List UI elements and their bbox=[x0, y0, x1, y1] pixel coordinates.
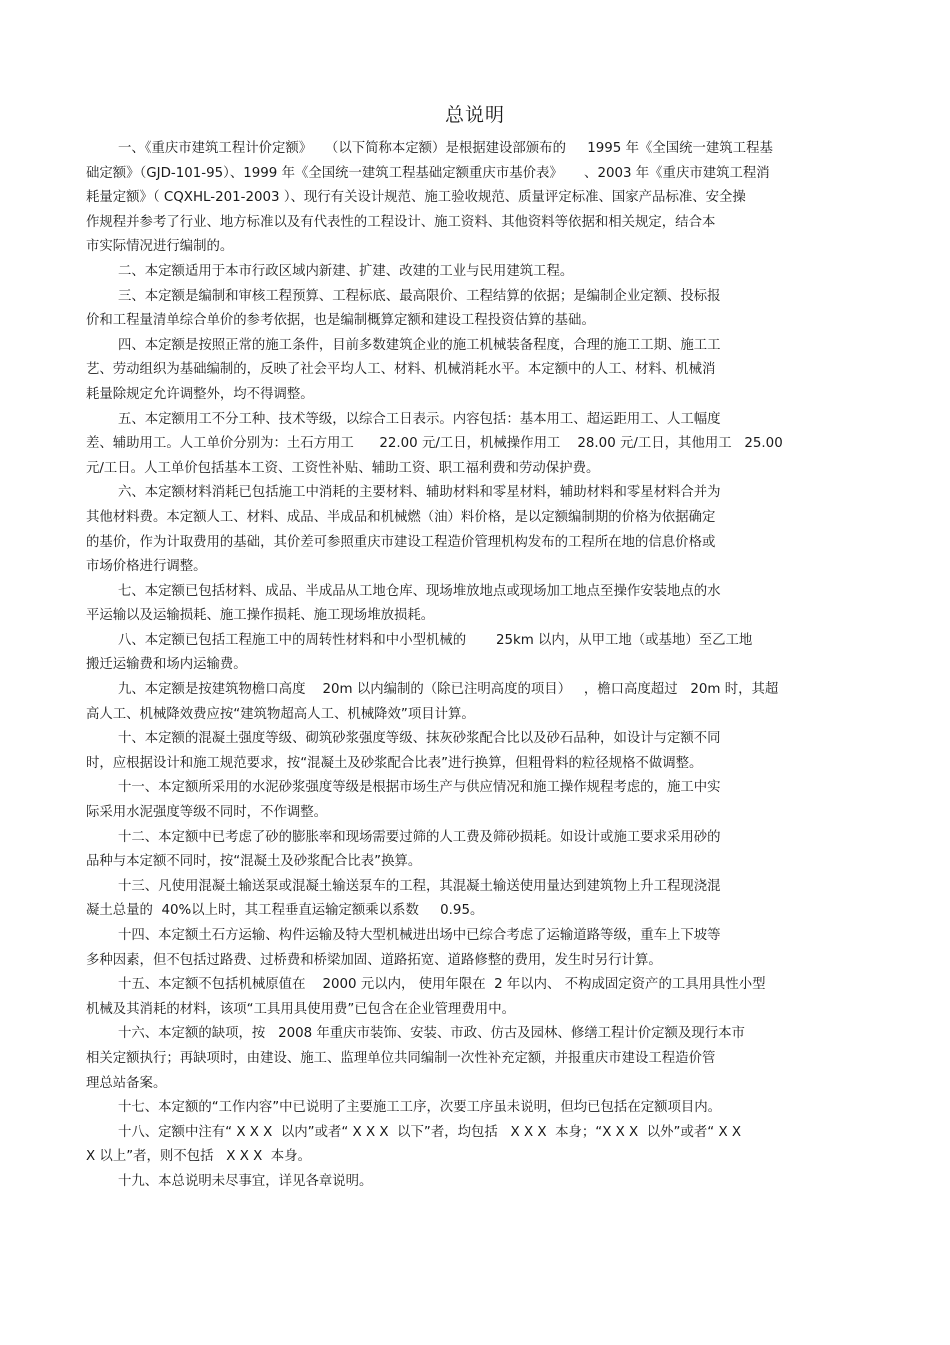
text-line-content: 础定额》（GJD-101-95）、1999 年《全国统一建筑工程基础定额重庆市基价表》 、2003 年《重庆市建筑工程消 bbox=[86, 165, 770, 181]
text-line bbox=[86, 1047, 881, 1072]
text-line-content: 高人工、机械降效费应按“建筑物超高人工、机械降效”项目计算。 bbox=[86, 706, 475, 722]
text-line-content: 时，应根据设计和施工规范要求，按“混凝土及砂浆配合比表”进行换算，但粗骨料的粒径规格不做调整。 bbox=[86, 755, 703, 771]
text-line-content: 三、本定额是编制和审核工程预算、工程标底、最高限价、工程结算的依据；是编制企业定额、投标报 bbox=[118, 288, 721, 304]
text-line-content: 五、本定额用工不分工种、技术等级，以综合工日表示。内容包括：基本用工、超运距用工、人工幅度 bbox=[118, 411, 721, 427]
text-line-content: 二、本定额适用于本市行政区域内新建、扩建、改建的工业与民用建筑工程。 bbox=[118, 263, 574, 279]
text-line bbox=[86, 776, 881, 801]
text-line bbox=[86, 850, 881, 875]
text-line bbox=[86, 604, 881, 629]
text-line-content: 六、本定额材料消耗已包括施工中消耗的主要材料、辅助材料和零星材料，辅助材料和零星材料合并为 bbox=[118, 485, 721, 501]
text-line bbox=[86, 678, 881, 703]
text-line-content: 八、本定额已包括工程施工中的周转性材料和中小型机械的 25km 以内，从甲工地（或基地）至乙工地 bbox=[118, 632, 753, 648]
text-line-content: 平运输以及运输损耗、施工操作损耗、施工现场堆放损耗。 bbox=[86, 608, 435, 624]
text-line bbox=[86, 703, 881, 728]
text-line-content: 差、辅助用工。人工单价分别为：土石方用工 22.00 元/工日，机械操作用工 28.00 元/工日，其他用工 25.00 bbox=[86, 436, 783, 452]
text-line-content: 十五、本定额不包括机械原值在 2000 元以内， 使用年限在 2 年以内、 不构成固定资产的工具用具性小型 bbox=[118, 977, 766, 993]
text-line bbox=[86, 186, 881, 211]
text-line bbox=[86, 358, 881, 383]
text-line bbox=[86, 752, 881, 777]
text-line bbox=[86, 1170, 881, 1195]
text-line-content: 七、本定额已包括材料、成品、半成品从工地仓库、现场堆放地点或现场加工地点至操作安装地点的水 bbox=[118, 583, 721, 599]
text-line bbox=[86, 309, 881, 334]
text-line bbox=[86, 531, 881, 556]
text-line bbox=[86, 973, 881, 998]
text-line bbox=[86, 481, 881, 506]
text-line-content: 凝土总量的 40%以上时，其工程垂直运输定额乘以系数 0.95。 bbox=[86, 903, 484, 919]
text-line bbox=[86, 383, 881, 408]
text-line bbox=[86, 924, 881, 949]
text-line-content: 搬迁运输费和场内运输费。 bbox=[86, 657, 247, 673]
text-line bbox=[86, 285, 881, 310]
text-line-content: 十、本定额的混凝土强度等级、砌筑砂浆强度等级、抹灰砂浆配合比以及砂石品种，如设计与定额不同 bbox=[118, 731, 721, 747]
text-line bbox=[86, 432, 881, 457]
text-line bbox=[86, 949, 881, 974]
text-line-content: 十九、本总说明未尽事宜，详见各章说明。 bbox=[118, 1173, 373, 1189]
text-line bbox=[86, 1072, 881, 1097]
text-line-content: 一、《重庆市建筑工程计价定额》 （以下简称本定额）是根据建设部颁布的 1995 年《全国统一建筑工程基 bbox=[118, 141, 773, 156]
text-line-content: 十六、本定额的缺项，按 2008 年重庆市装饰、安装、市政、仿古及园林、修缮工程计价定额及现行本市 bbox=[118, 1026, 745, 1042]
text-line-content: X 以上”者，则不包括 X X X 本身。 bbox=[86, 1149, 311, 1165]
text-line-content: 四、本定额是按照正常的施工条件，目前多数建筑企业的施工机械装备程度，合理的施工工期、施工工 bbox=[118, 337, 721, 353]
text-line bbox=[86, 137, 881, 162]
text-line bbox=[86, 998, 881, 1023]
text-line-content: 十七、本定额的“工作内容”中已说明了主要施工工序，次要工序虽未说明，但均已包括在定额项目内。 bbox=[118, 1100, 722, 1116]
text-line bbox=[86, 1096, 881, 1121]
text-line bbox=[86, 506, 881, 531]
text-line bbox=[86, 555, 881, 580]
text-line bbox=[86, 408, 881, 433]
text-line-content: 十二、本定额中已考虑了砂的膨胀率和现场需要过筛的人工费及筛砂损耗。如设计或施工要求采用砂的 bbox=[118, 829, 721, 845]
text-line bbox=[86, 629, 881, 654]
text-line bbox=[86, 727, 881, 752]
text-line bbox=[86, 1145, 881, 1170]
text-line bbox=[86, 1121, 881, 1146]
text-line-content: 耗量定额》（ CQXHL-201-2003 ）、现行有关设计规范、施工验收规范、质量评定标准、国家产品标准、安全操 bbox=[86, 190, 746, 206]
text-line bbox=[86, 235, 881, 260]
text-line-content: 价和工程量清单综合单价的参考依据，也是编制概算定额和建设工程投资估算的基础。 bbox=[86, 313, 595, 329]
text-line-content: 作规程并参考了行业、地方标准以及有代表性的工程设计、施工资料、其他资料等依据和相关规定，结合本 bbox=[86, 214, 716, 230]
text-line-content: 元/工日。人工单价包括基本工资、工资性补贴、辅助工资、职工福利费和劳动保护费。 bbox=[86, 460, 600, 476]
text-line-content: 十四、本定额土石方运输、构件运输及特大型机械进出场中已综合考虑了运输道路等级，重车上下坡等 bbox=[118, 928, 721, 943]
text-line bbox=[86, 801, 881, 826]
text-line bbox=[86, 211, 881, 236]
text-line-content: 艺、劳动组织为基础编制的，反映了社会平均人工、材料、机械消耗水平。本定额中的人工、材料、机械消 bbox=[86, 362, 716, 378]
text-line bbox=[86, 653, 881, 678]
text-line bbox=[86, 457, 881, 482]
text-line bbox=[86, 580, 881, 605]
text-line-content: 理总站备案。 bbox=[86, 1075, 167, 1091]
page-title: 总说明 bbox=[444, 104, 505, 126]
text-line bbox=[86, 899, 881, 924]
document-body bbox=[86, 137, 881, 1195]
text-line bbox=[86, 260, 881, 285]
text-line-content: 耗量除规定允许调整外，均不得调整。 bbox=[86, 386, 314, 402]
text-line-content: 十一、本定额所采用的水泥砂浆强度等级是根据市场生产与供应情况和施工操作规程考虑的，施工中实 bbox=[118, 780, 721, 796]
text-line bbox=[86, 875, 881, 900]
text-line bbox=[86, 334, 881, 359]
text-line-content: 十八、定额中注有“ X X X 以内”或者“ X X X 以下”者，均包括 X X X 本身；“X X X 以外”或者“ X X bbox=[118, 1124, 742, 1140]
text-line-content: 际采用水泥强度等级不同时，不作调整。 bbox=[86, 805, 328, 821]
text-line bbox=[86, 162, 881, 187]
text-line-content: 机械及其消耗的材料，该项“工具用具使用费”已包含在企业管理费用中。 bbox=[86, 1001, 515, 1017]
text-line-content: 市场价格进行调整。 bbox=[86, 559, 207, 575]
text-line-content: 市实际情况进行编制的。 bbox=[86, 239, 234, 255]
text-line-content: 相关定额执行；再缺项时，由建设、施工、监理单位共同编制一次性补充定额，并报重庆市建设工程造价管 bbox=[86, 1050, 716, 1066]
text-line-content: 十三、凡使用混凝土输送泵或混凝土输送泵车的工程，其混凝土输送使用量达到建筑物上升工程现浇混 bbox=[118, 878, 721, 894]
text-line-content: 品种与本定额不同时，按“混凝土及砂浆配合比表”换算。 bbox=[86, 854, 422, 870]
text-line bbox=[86, 1022, 881, 1047]
text-line-content: 的基价，作为计取费用的基础，其价差可参照重庆市建设工程造价管理机构发布的工程所在地的信息价格或 bbox=[86, 534, 716, 550]
text-line-content: 其他材料费。本定额人工、材料、成品、半成品和机械燃（油）料价格，是以定额编制期的价格为依据确定 bbox=[86, 509, 716, 525]
text-line bbox=[86, 826, 881, 851]
text-line-content: 九、本定额是按建筑物檐口高度 20m 以内编制的（除已注明高度的项目） ，檐口高度超过 20m 时，其超 bbox=[118, 682, 779, 698]
text-line-content: 多种因素，但不包括过路费、过桥费和桥梁加固、道路拓宽、道路修整的费用，发生时另行计算。 bbox=[86, 952, 662, 968]
